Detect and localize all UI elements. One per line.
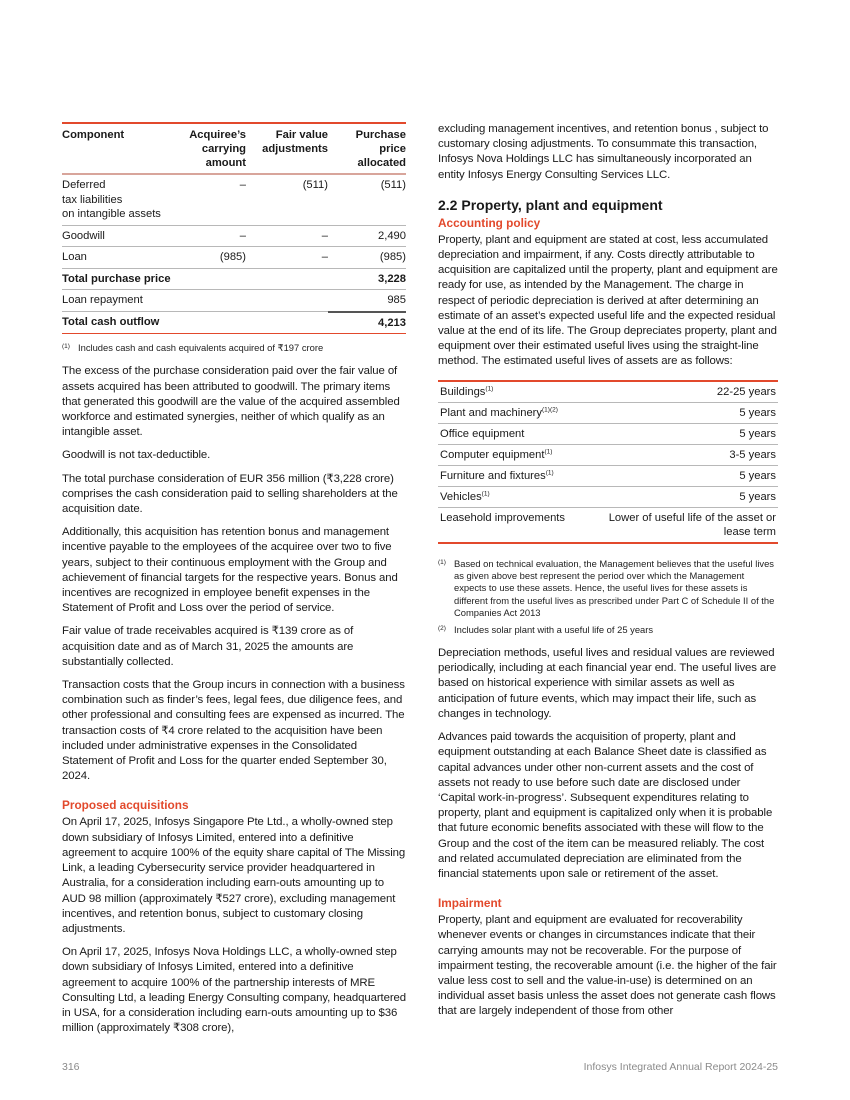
asset-cell: Furniture and fixtures$^{(1)}$ <box>438 465 567 486</box>
total-cash-outflow-value: 4,213 <box>328 312 406 334</box>
carrying-cell: (985) <box>174 247 246 269</box>
component-cell: Deferred tax liabilities on intangible assets <box>62 174 174 225</box>
table-row <box>438 423 778 444</box>
footnote-mark: (2) <box>438 624 446 632</box>
carrying-cell: – <box>174 225 246 247</box>
right-column <box>438 122 778 1028</box>
life-cell: 5 years <box>567 486 778 507</box>
asset-cell: Plant and machinery$^{(1)(2)}$ <box>438 402 567 423</box>
table-row <box>438 444 778 465</box>
table-row <box>438 486 778 507</box>
allocated-cell: (511) <box>328 174 406 225</box>
goodwill-paragraph: The excess of the purchase consideration paid over the fair value of assets acquired has been attributed to goodwill. The primary items that generated this goodwill are the value of the acquired assembled workforce and estimated synergies, neither of which qualify as an intangible asset. <box>62 365 400 439</box>
table-row <box>62 174 406 225</box>
table-footnotes <box>62 342 406 354</box>
life-cell: 5 years <box>567 423 778 444</box>
column-header-component: Component <box>62 123 174 174</box>
footnote-mark: (1) <box>438 558 446 566</box>
total-cash-outflow-row <box>62 312 406 334</box>
proposed-acquisitions-heading: Proposed acquisitions <box>62 798 189 813</box>
policy-paragraph: Property, plant and equipment are stated at cost, less accumulated depreciation and impairment, if any. Costs directly attributable to acquisition are capitalized until the property, plant and equipment are ready for use, as intended by the Management. The charge in respect of periodic depreciation is derived at after determining an estimate of an asset’s expected useful life and the expected residual value at the end of its life. The Group depreciates property, plant and equipment over their estimated useful lives using the straight-line method. The estimated useful lives of assets are as follows: <box>438 233 778 368</box>
fair-value-cell: (511) <box>246 174 328 225</box>
useful-lives-table <box>438 380 778 544</box>
column-header-fair-value-adjustments: Fair value adjustments <box>246 123 328 174</box>
footnote-mark: (1) <box>62 343 70 350</box>
life-cell: 3-5 years <box>567 444 778 465</box>
column-header-purchase-price-allocated: Purchase price allocated <box>328 123 406 174</box>
transaction-costs-paragraph: Transaction costs that the Group incurs in connection with a business combination such as finder’s fees, legal fees, due diligence fees, and other professional and consulting fees are expensed as incurred. The transaction costs of ₹4 crore related to the acquisition have been included under administrative expenses in the Consolidated Statement of Profit and Loss for the quarter ended September 30, 2024. <box>62 679 405 783</box>
footnote-text: Based on technical evaluation, the Management believes that the useful lives as given above best represent the period over which the Management expects to use these assets. Hence, the useful lives for these assets is different from the useful lives as prescribed under Part C of Schedule II of the Companies Act 2013 <box>454 557 775 619</box>
useful-lives-footnotes <box>438 558 778 636</box>
asset-cell: Vehicles$^{(1)}$ <box>438 486 567 507</box>
loan-repayment-label: Loan repayment <box>62 290 328 312</box>
continuation-paragraph: excluding management incentives, and retention bonus , subject to customary closing adjustments. To consummate this transaction, Infosys Nova Holdings LLC has simultaneously incorporated an entity Infosys Energy Consulting Services LLC. <box>438 123 769 181</box>
capital-advances-paragraph: Advances paid towards the acquisition of property, plant and equipment outstanding at each Balance Sheet date is classified as capital advances under other non-current assets and the cost of assets not ready to use before such date are disclosed under ‘Capital work-in-progress’. Subsequent expenditures relating to property, plant and equipment is capitalized only when it is probable that future economic benefits associated with these will flow to the Group and the cost of the item can be measured reliably. The cost and related accumulated depreciation are eliminated from the financial statements upon sale or retirement of the asset. <box>438 731 773 880</box>
left-column <box>62 122 406 1044</box>
table-row <box>62 247 406 269</box>
trade-receivables-paragraph: Fair value of trade receivables acquired is ₹139 crore as of acquisition date and as of March 31, 2025 the amounts are substantially collected. <box>62 625 354 668</box>
page-number: 316 <box>62 1061 80 1073</box>
footnote <box>438 624 778 636</box>
total-purchase-price-row <box>62 268 406 290</box>
purchase-price-allocation-table <box>62 122 406 334</box>
footnote <box>62 342 406 354</box>
retention-bonus-paragraph: Additionally, this acquisition has retention bonus and management incentive payable to the employees of the acquiree over two to five years, subject to their continuous employment with the Group and achievement of financial targets for the respective years. Bonus and incentives are recognized in employee benefit expenses in the Statement of Profit and Loss over the period of service. <box>62 526 398 615</box>
asset-cell: Leasehold improvements <box>438 507 567 543</box>
impairment-heading: Impairment <box>438 896 502 911</box>
footnote <box>438 558 778 620</box>
allocated-cell: 2,490 <box>328 225 406 247</box>
footnote-text: Includes cash and cash equivalents acquired of ₹197 crore <box>78 342 324 353</box>
impairment-paragraph: Property, plant and equipment are evaluated for recoverability whenever events or changes in circumstances indicate that their carrying amounts may not be recoverable. For the purpose of impairment testing, the recoverable amount (i.e. the higher of the fair value less cost to sell and the value-in-use) is determined on an individual asset basis unless the asset does not generate cash flows that are largely independent of those from other <box>438 914 777 1018</box>
mre-consulting-paragraph: On April 17, 2025, Infosys Nova Holdings LLC, a wholly-owned step down subsidiary of Infosys Limited, entered into a definitive agreement to acquire 100% of the partnership interests of MRE Consulting Ltd, a leading Energy Consulting company, headquartered in USA, for a consideration including earn-outs amounting up to $36 million (approximately ₹308 crore), <box>62 946 406 1035</box>
table-row <box>62 225 406 247</box>
life-cell: Lower of useful life of the asset or lease term <box>567 507 778 543</box>
life-cell: 22-25 years <box>567 381 778 403</box>
component-cell: Loan <box>62 247 174 269</box>
loan-repayment-value: 985 <box>328 290 406 312</box>
life-cell: 5 years <box>567 402 778 423</box>
report-title: Infosys Integrated Annual Report 2024-25 <box>583 1061 778 1073</box>
component-cell: Goodwill <box>62 225 174 247</box>
fair-value-cell: – <box>246 247 328 269</box>
asset-cell: Office equipment <box>438 423 567 444</box>
fair-value-cell: – <box>246 225 328 247</box>
allocated-cell: (985) <box>328 247 406 269</box>
purchase-consideration-paragraph: The total purchase consideration of EUR 356 million (₹3,228 crore) comprises the cash consideration paid to selling shareholders at the acquisition date. <box>62 472 398 516</box>
depreciation-methods-paragraph: Depreciation methods, useful lives and residual values are reviewed periodically, including at each financial year end. The useful lives are based on historical experience with similar assets as well as anticipation of future events, which may impact their life, such as changes in technology. <box>438 647 777 720</box>
tax-deductible-paragraph: Goodwill is not tax-deductible. <box>62 449 211 462</box>
column-header-carrying-amount: Acquiree’s carrying amount <box>174 123 246 174</box>
footnote-text: Includes solar plant with a useful life of 25 years <box>454 623 654 635</box>
asset-cell: Buildings$^{(1)}$ <box>438 381 567 403</box>
table-row <box>438 402 778 423</box>
total-purchase-price-label: Total purchase price <box>62 268 328 290</box>
total-cash-outflow-label: Total cash outflow <box>62 312 328 334</box>
carrying-cell: – <box>174 174 246 225</box>
table-header-row <box>62 123 406 174</box>
asset-cell: Computer equipment$^{(1)}$ <box>438 444 567 465</box>
accounting-policy-heading: Accounting policy <box>438 215 541 230</box>
total-purchase-price-value: 3,228 <box>328 268 406 290</box>
table-row <box>438 507 778 543</box>
table-row <box>438 465 778 486</box>
loan-repayment-row <box>62 290 406 312</box>
life-cell: 5 years <box>567 465 778 486</box>
missing-link-paragraph: On April 17, 2025, Infosys Singapore Pte Ltd., a wholly-owned step down subsidiary of Infosys Limited, entered into a definitive agreement to acquire 100% of the equity share capital of The Missing Link, a leading Cybersecurity service provider headquartered in Australia, for a consideration including earn-outs amounting up to AUD 98 million (approximately ₹527 crore), excluding management incentives, and retention bonus, subject to customary closing adjustments. <box>62 816 406 935</box>
section-title: 2.2 Property, plant and equipment <box>438 196 663 213</box>
table-row <box>438 381 778 403</box>
